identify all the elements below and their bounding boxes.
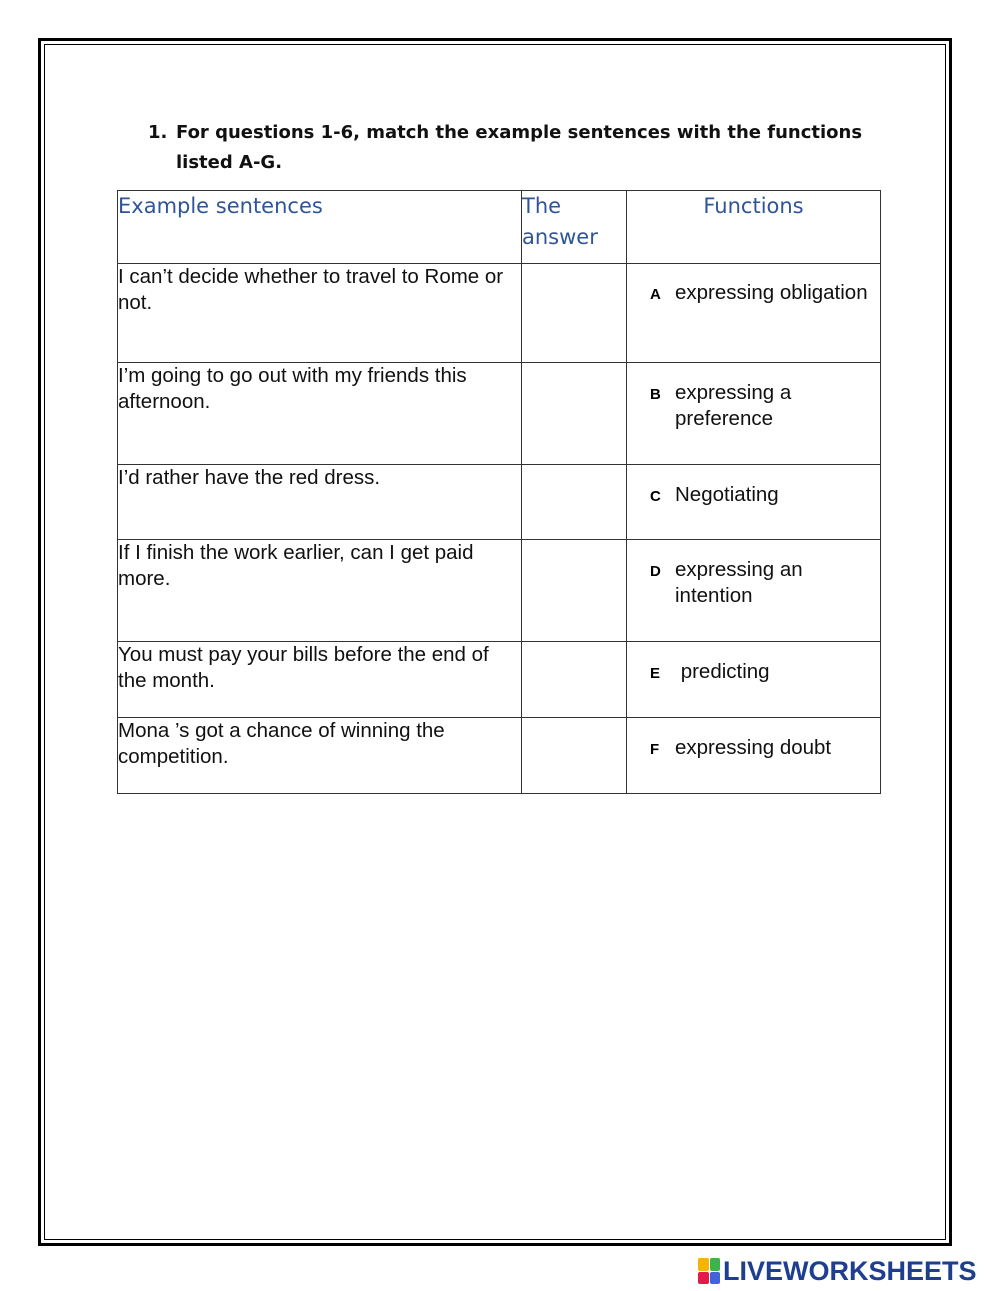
sentence-cell: I’d rather have the red dress. — [118, 465, 522, 540]
header-the-answer: The answer — [522, 191, 627, 264]
table-row — [118, 540, 881, 642]
function-letter: F — [650, 741, 660, 758]
brand-name: LIVEWORKSHEETS — [723, 1256, 977, 1286]
function-letter: E — [650, 665, 661, 682]
table-row — [118, 264, 881, 363]
table-row — [118, 465, 881, 540]
sentence-cell: If I finish the work earlier, can I get paid more. — [118, 540, 522, 642]
answer-cell-5[interactable] — [522, 642, 627, 718]
function-text: expressing obligation — [675, 281, 868, 304]
sentence-cell: Mona ’s got a chance of winning the competition. — [118, 718, 522, 794]
question-number: 1. — [148, 122, 168, 143]
function-cell — [627, 718, 881, 794]
header-functions: Functions — [627, 191, 881, 264]
liveworksheets-blocks-icon — [698, 1258, 720, 1284]
answer-cell-1[interactable] — [522, 264, 627, 363]
function-text: expressing an intention — [675, 558, 803, 607]
liveworksheets-logo — [698, 1257, 977, 1285]
answer-cell-6[interactable] — [522, 718, 627, 794]
function-cell — [627, 642, 881, 718]
answer-cell-4[interactable] — [522, 540, 627, 642]
matching-table — [117, 190, 881, 794]
table-row — [118, 642, 881, 718]
table-row — [118, 718, 881, 794]
function-cell — [627, 363, 881, 465]
function-letter: A — [650, 286, 661, 303]
table-header-row — [118, 191, 881, 264]
sentence-cell: I’m going to go out with my friends this afternoon. — [118, 363, 522, 465]
function-letter: C — [650, 488, 661, 505]
answer-cell-3[interactable] — [522, 465, 627, 540]
function-letter: D — [650, 563, 661, 580]
function-letter: B — [650, 386, 661, 403]
function-text: predicting — [675, 660, 770, 683]
question-text: For questions 1-6, match the example sentences with the functions listed A-G. — [176, 122, 863, 173]
header-example-sentences: Example sentences — [118, 191, 522, 264]
function-cell — [627, 465, 881, 540]
function-text: Negotiating — [675, 483, 779, 506]
function-cell — [627, 540, 881, 642]
function-text: expressing a preference — [675, 381, 792, 430]
table-row — [118, 363, 881, 465]
function-cell — [627, 264, 881, 363]
sentence-cell: You must pay your bills before the end of the month. — [118, 642, 522, 718]
function-text: expressing doubt — [675, 736, 832, 759]
sentence-cell: I can’t decide whether to travel to Rome or not. — [118, 264, 522, 363]
question-instruction — [148, 118, 888, 178]
answer-cell-2[interactable] — [522, 363, 627, 465]
